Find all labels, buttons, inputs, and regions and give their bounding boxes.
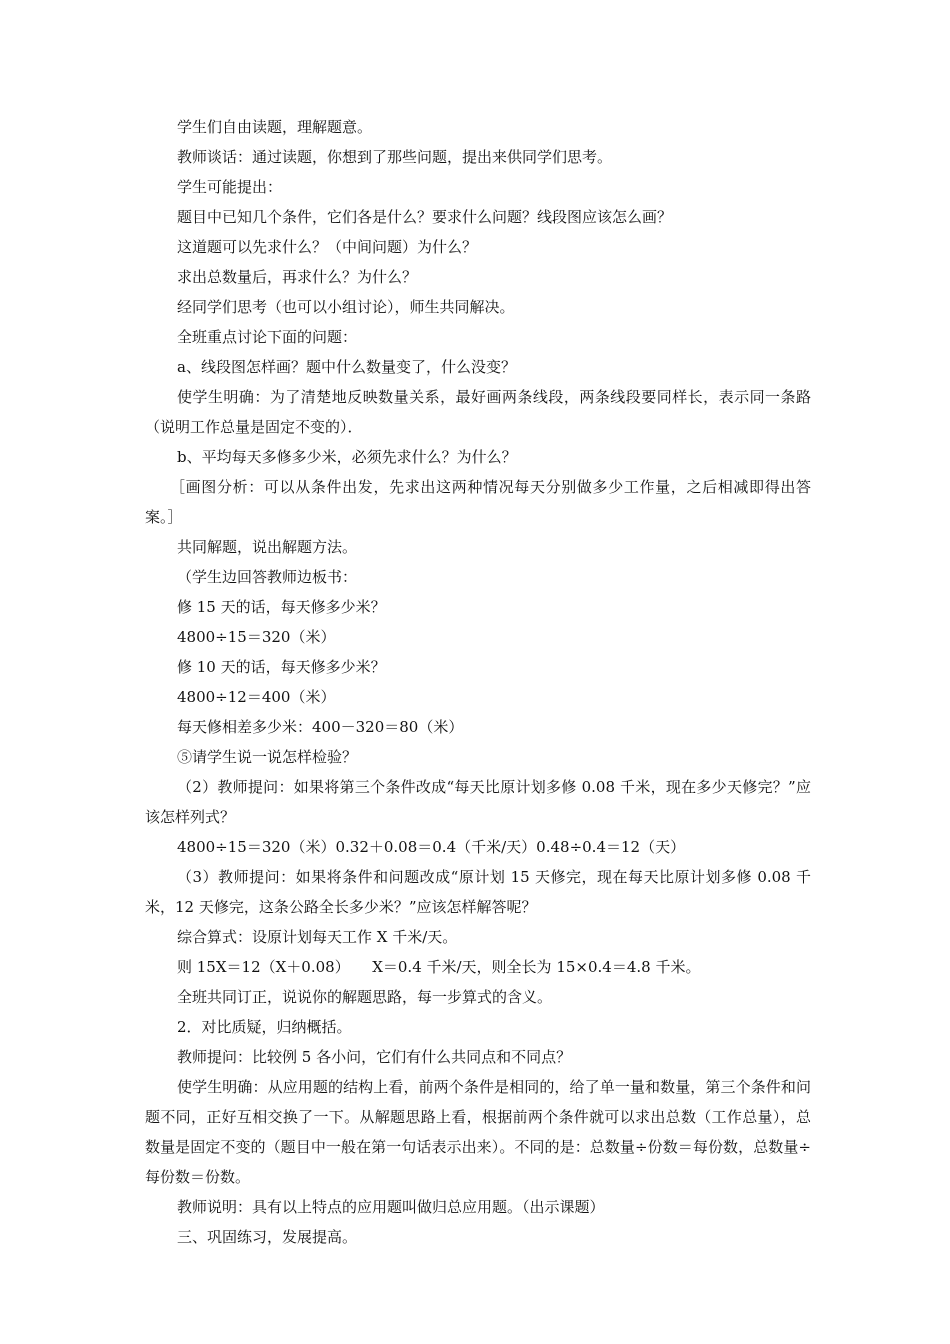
paragraph: （3）教师提问：如果将条件和问题改成“原计划 15 天修完，现在每天比原计划多修 0.08 千米，12 天修完，这条公路全长多少米？”应该怎样解答呢？ — [145, 868, 811, 916]
paragraph: （2）教师提问：如果将第三个条件改成“每天比原计划多修 0.08 千米，现在多少天修完？”应该怎样列式？ — [145, 778, 811, 826]
paragraph: 三、巩固练习，发展提高。 — [177, 1228, 358, 1246]
paragraph: 4800÷15＝320（米）0.32＋0.08＝0.4（千米/天）0.48÷0.4＝12（天） — [177, 838, 686, 856]
paragraph: 求出总数量后，再求什么？为什么？ — [177, 268, 418, 286]
paragraph: 全班重点讨论下面的问题： — [177, 328, 358, 346]
document-body — [145, 112, 811, 1252]
paragraph: 2．对比质疑，归纳概括。 — [177, 1018, 352, 1036]
paragraph: 使学生明确：为了清楚地反映数量关系，最好画两条线段，两条线段要同样长，表示同一条路（说明工作总量是固定不变的）． — [145, 388, 811, 436]
paragraph: a、线段图怎样画？题中什么数量变了，什么没变？ — [177, 358, 516, 376]
paragraph: 学生们自由读题，理解题意。 — [177, 118, 373, 136]
paragraph: 教师说明：具有以上特点的应用题叫做归总应用题。（出示课题） — [177, 1198, 605, 1216]
paragraph: 修 10 天的话，每天修多少米？ — [177, 658, 386, 676]
paragraph: 学生可能提出： — [177, 178, 283, 196]
paragraph: ［画图分析：可以从条件出发，先求出这两种情况每天分别做多少工作量，之后相减即得出答案。］ — [145, 478, 811, 526]
paragraph: 4800÷12＝400（米） — [177, 688, 336, 706]
paragraph: 全班共同订正，说说你的解题思路，每一步算式的含义。 — [177, 988, 553, 1006]
paragraph: 教师谈话：通过读题，你想到了那些问题，提出来供同学们思考。 — [177, 148, 613, 166]
paragraph: 修 15 天的话，每天修多少米？ — [177, 598, 386, 616]
paragraph: 4800÷15＝320（米） — [177, 628, 336, 646]
paragraph: 每天修相差多少米：400－320＝80（米） — [177, 718, 464, 736]
paragraph: b、平均每天多修多少米，必须先求什么？为什么？ — [177, 448, 517, 466]
paragraph: 共同解题，说出解题方法。 — [177, 538, 358, 556]
paragraph: 使学生明确：从应用题的结构上看，前两个条件是相同的，给了单一量和数量，第三个条件和问题不同，正好互相交换了一下。从解题思路上看，根据前两个条件就可以求出总数（工作总量），总数量是固定不变的（题目中一般在第一句话表示出来）。不同的是：总数量÷份数＝每份数，总数量÷每份数＝份数。 — [145, 1078, 811, 1186]
paragraph: 综合算式：设原计划每天工作 X 千米/天。 — [177, 928, 458, 946]
paragraph: 经同学们思考（也可以小组讨论），师生共同解决。 — [177, 298, 515, 316]
paragraph: 则 15X＝12（X＋0.08） X＝0.4 千米/天，则全长为 15×0.4＝4.8 千米。 — [177, 958, 701, 976]
paragraph: 教师提问：比较例 5 各小问，它们有什么共同点和不同点？ — [177, 1048, 572, 1066]
paragraph: 题目中已知几个条件，它们各是什么？要求什么问题？线段图应该怎么画？ — [177, 208, 673, 226]
paragraph: ⑤请学生说一说怎样检验？ — [177, 748, 358, 766]
paragraph: （学生边回答教师边板书： — [177, 568, 358, 586]
paragraph: 这道题可以先求什么？（中间问题）为什么？ — [177, 238, 478, 256]
